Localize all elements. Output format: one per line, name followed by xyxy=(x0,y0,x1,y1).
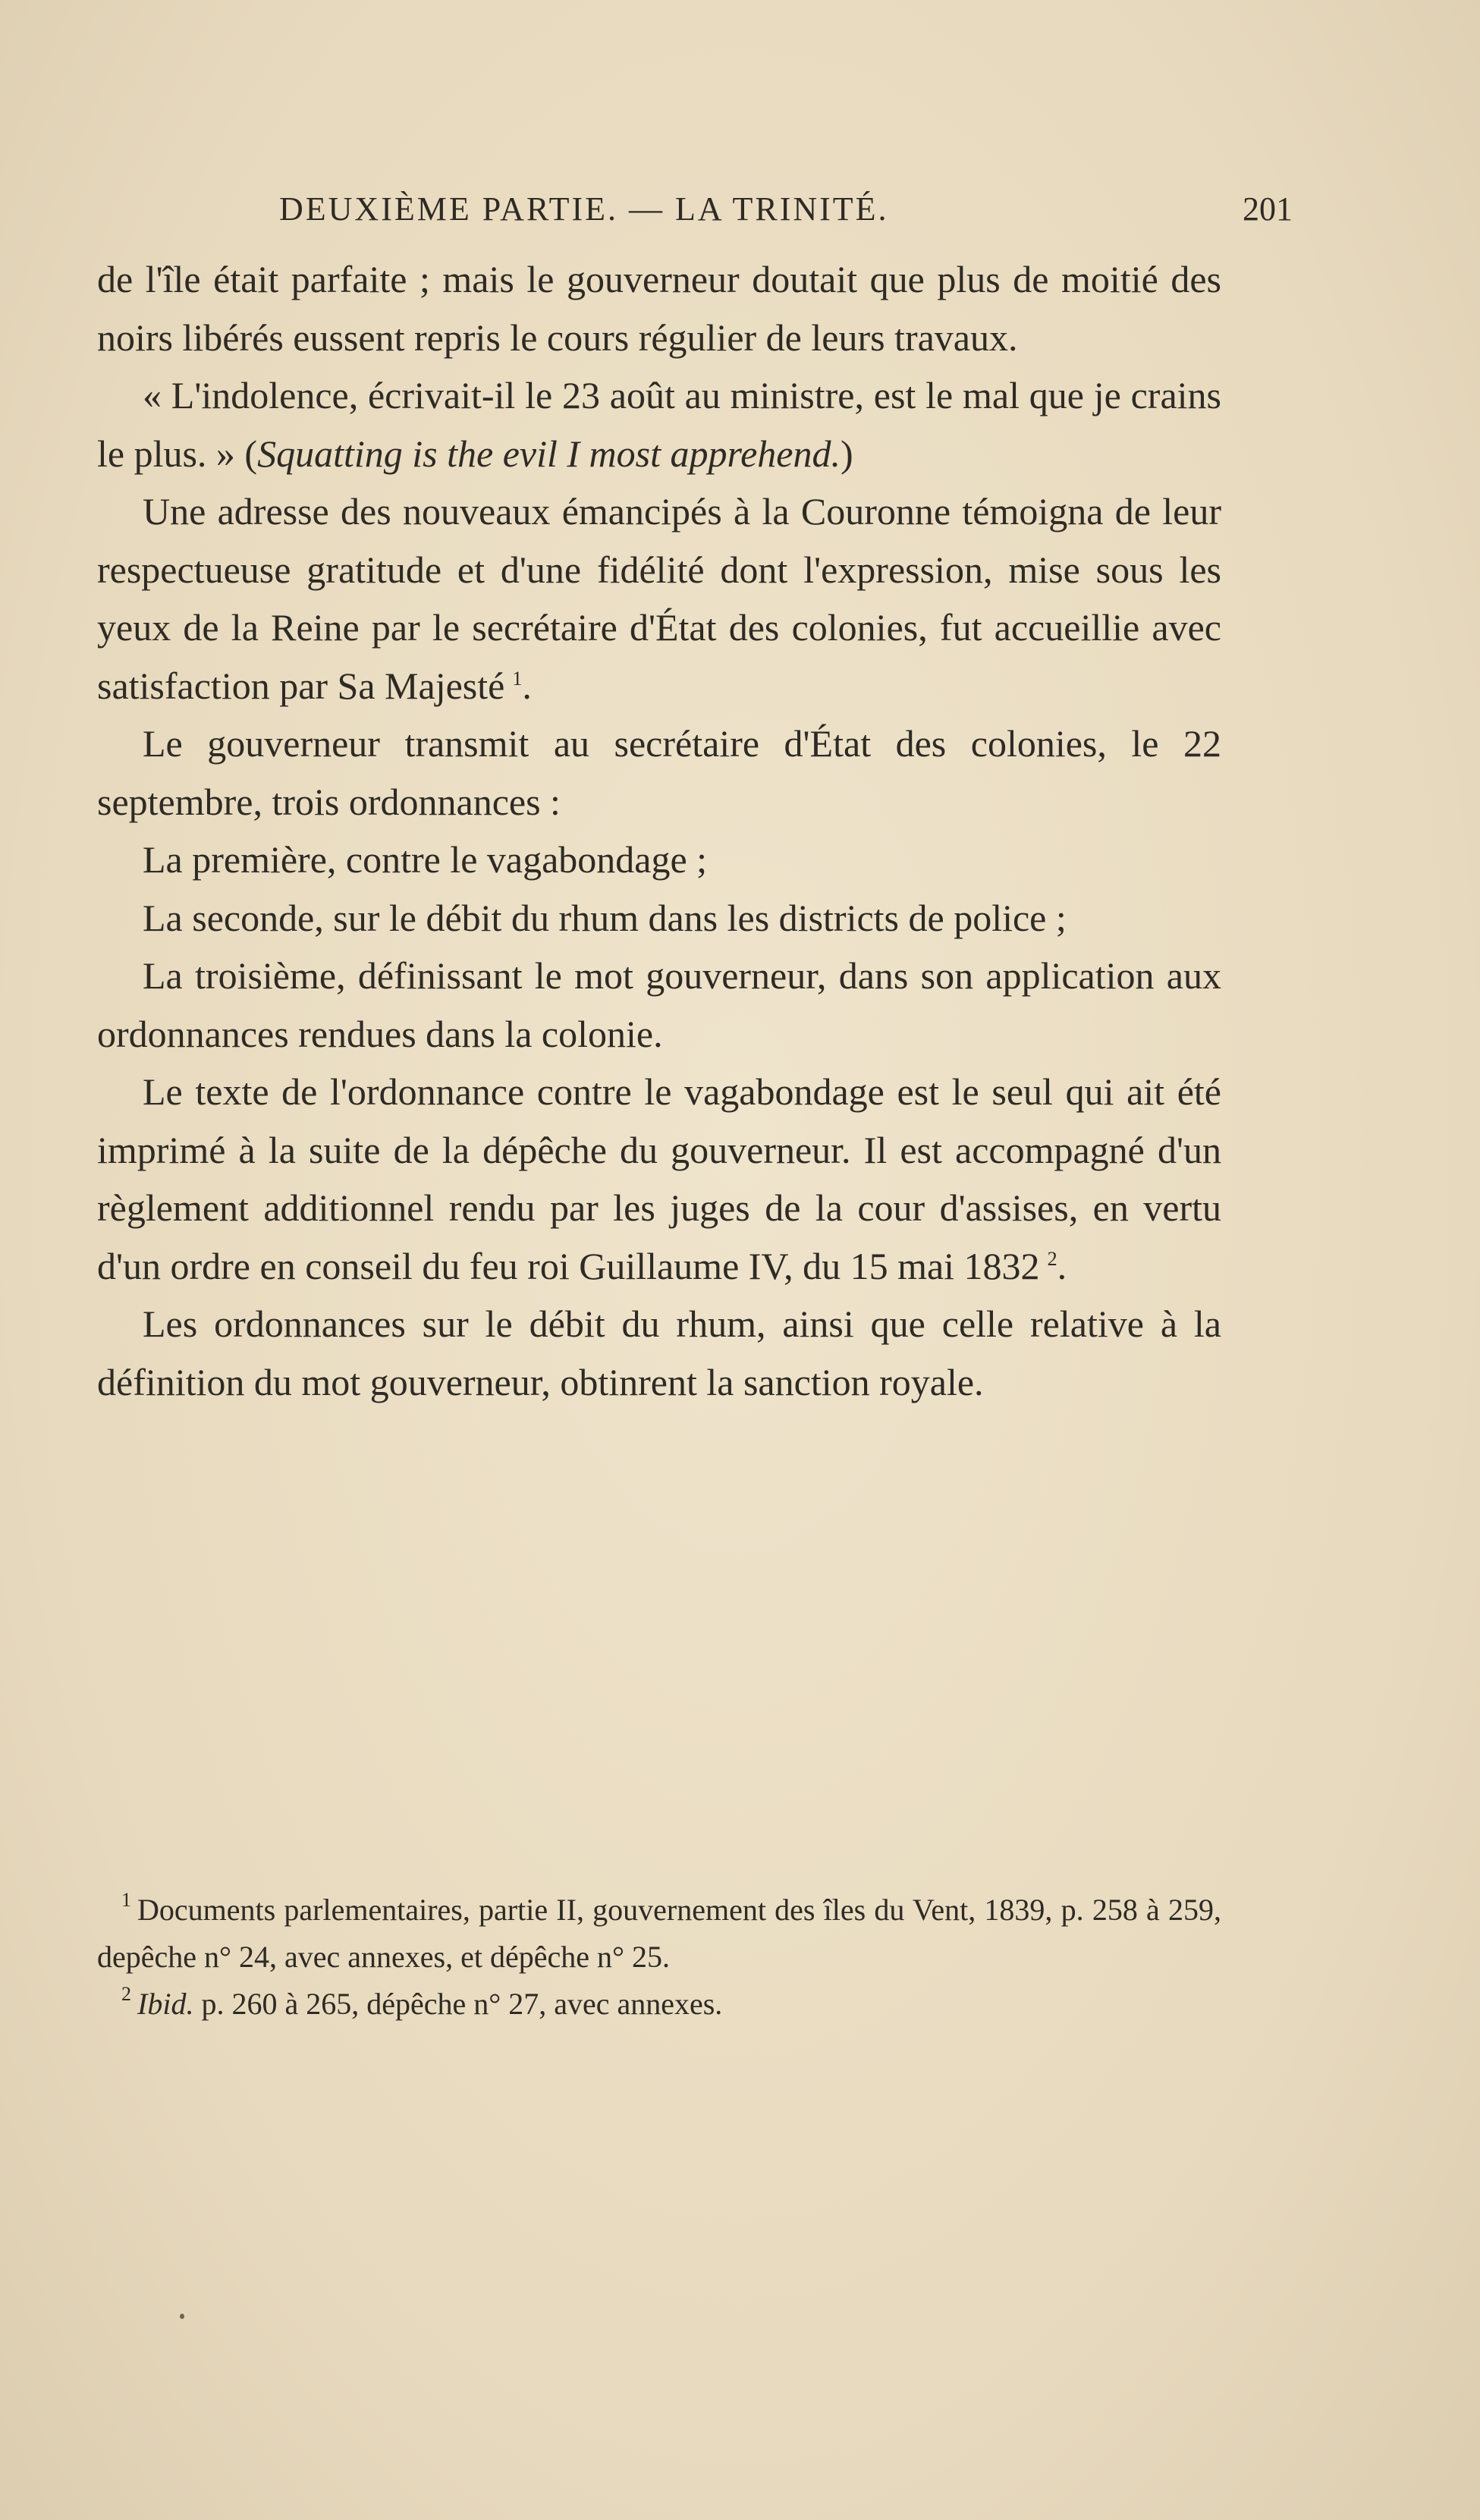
footnote-marker: 2 xyxy=(121,1983,131,2005)
footnotes xyxy=(97,1887,1221,2028)
paper-speck xyxy=(180,2314,184,2319)
paragraph xyxy=(97,250,1221,366)
footnote-marker: 1 xyxy=(121,1889,131,1911)
footnote-ref: 2 xyxy=(1047,1247,1057,1270)
english-quote: Squatting is the evil I most apprehend. xyxy=(257,432,841,475)
paragraph xyxy=(97,831,1221,889)
body-text xyxy=(97,250,1221,1411)
paragraph-text: « L'indolence, écrivait-il le 23 août au ministre, est le mal que je crains le plus. » ( xyxy=(97,374,1221,475)
paragraph-text: de l'île était parfaite ; mais le gouverneur doutait que plus de moitié des noirs libérés eussent repris le cours régulier de leurs travaux. xyxy=(97,258,1221,359)
paragraph xyxy=(97,1295,1221,1411)
paragraph-text: Les ordonnances sur le débit du rhum, ainsi que celle relative à la définition du mot gouverneur, obtinrent la sanction royale. xyxy=(97,1302,1221,1403)
footnote-ibid: Ibid. xyxy=(137,1987,194,2021)
running-title: DEUXIÈME PARTIE. — LA TRINITÉ. xyxy=(279,190,889,228)
paragraph-text: Le texte de l'ordonnance contre le vagabondage est le seul qui ait été imprimé à la suite de la dépêche du gouverneur. Il est accompagné d'un règlement additionnel rendu par les juges de la cour d'assises, en vertu d'un ordre en conseil du feu roi Guillaume IV, du 15 mai 1832 xyxy=(97,1070,1221,1287)
paragraph xyxy=(97,889,1221,947)
paragraph xyxy=(97,947,1221,1063)
paragraph-text: Une adresse des nouveaux émancipés à la Couronne témoigna de leur respectueuse gratitude et d'une fidélité dont l'expression, mise sous les yeux de la Reine par le secrétaire d'État des colonies, fut accueillie avec satisfaction par Sa Majesté xyxy=(97,490,1221,707)
paragraph-text: La troisième, définissant le mot gouverneur, dans son application aux ordonnances rendues dans la colonie. xyxy=(97,954,1221,1055)
paragraph-text: La seconde, sur le débit du rhum dans les districts de police ; xyxy=(143,896,1067,939)
paragraph xyxy=(97,482,1221,715)
footnote-text: Documents parlementaires, partie II, gouvernement des îles du Vent, 1839, p. 258 à 259, depêche n° 24, avec annexes, et dépêche n° 25. xyxy=(97,1893,1221,1974)
paragraph-text: . xyxy=(522,664,532,707)
paragraph-text: La première, contre le vagabondage ; xyxy=(143,838,708,881)
page-header xyxy=(0,190,1480,243)
paragraph xyxy=(97,715,1221,831)
paragraph-text: ) xyxy=(840,432,853,475)
footnote-ref: 1 xyxy=(512,667,523,690)
footnote xyxy=(97,1981,1221,2028)
paragraph-text: . xyxy=(1057,1244,1067,1287)
paragraph-text: Le gouverneur transmit au secrétaire d'État des colonies, le 22 septembre, trois ordonnances : xyxy=(97,722,1221,823)
paragraph xyxy=(97,1063,1221,1295)
footnote xyxy=(97,1887,1221,1981)
paragraph xyxy=(97,366,1221,482)
page-number: 201 xyxy=(1243,190,1293,228)
footnote-text: p. 260 à 265, dépêche n° 27, avec annexes. xyxy=(193,1987,723,2021)
